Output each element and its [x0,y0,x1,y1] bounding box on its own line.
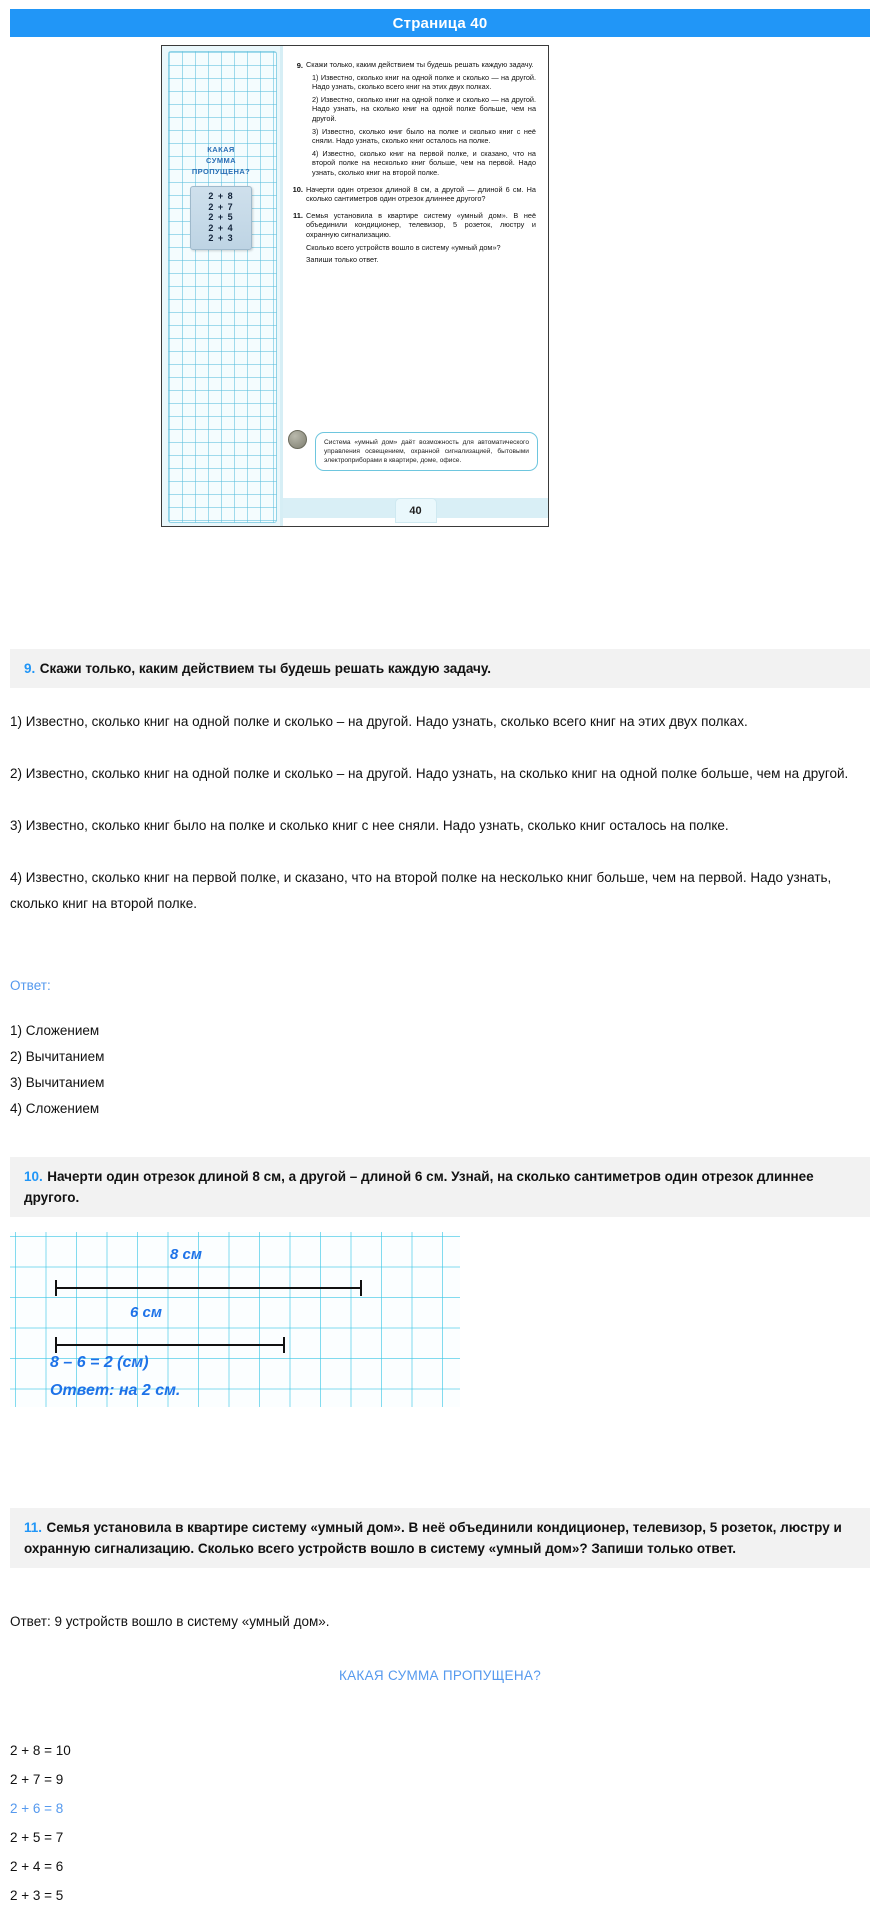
sum-item: 2 + 8 [208,191,234,201]
task-11-header [10,1508,870,1568]
sum-item: 2 + 5 [208,212,234,222]
exercise-number: 10. [292,185,303,195]
exercise-item: 1) Известно, сколько книг на одной полке и сколько — на другой. Надо узнать, сколько всего книг на этих двух полках. [312,72,536,92]
bonus-equation-highlighted: 2 + 6 = 8 [10,1801,64,1816]
task-9-answer-item: 2) Вычитанием [10,1049,105,1064]
task-9-title: Скажи только, каким действием ты будешь решать каждую задачу. [39,661,491,676]
task-10-number: 10. [24,1169,43,1184]
sidebar-caption [162,144,280,177]
textbook-right-panel [280,46,548,526]
bonus-equation-list [10,1736,71,1907]
sum-item: 2 + 7 [208,201,234,212]
task-9-answer-label: Ответ: [10,978,51,993]
task-9-answer-item: 3) Вычитанием [10,1075,105,1090]
exercise-item: 3) Известно, сколько книг было на полке и сколько книг с неё сняли. Надо узнать, сколько книг осталось на полке. [312,126,536,146]
task-11-number: 11. [24,1520,43,1535]
task-10-answer: Ответ: на 2 см. [50,1382,181,1399]
sidebar-caption-line-2: СУММА [206,156,236,165]
sum-item: 2 + 4 [208,222,234,233]
segment-6cm-end-cap [283,1337,285,1353]
textbook-note-text: Система «умный дом» даёт возможность для автоматического управления освещением, охранной сигнализацией, бытовыми электроприборами в квартире, доме, офисе. [324,439,529,464]
page-title: Страница 40 [392,14,488,32]
segment-8cm-label: 8 см [170,1246,202,1263]
exercise-item: Запиши только ответ. [306,255,379,265]
textbook-note-box [315,432,538,471]
textbook-page-image [161,45,549,527]
exercise-item: 4) Известно, сколько книг на первой полке, и сказано, что на второй полке на несколько книг больше, чем на первой. Надо узнать, сколько книг на второй полке. [312,148,536,177]
info-circle-icon [288,430,307,449]
task-10-equation: 8 – 6 = 2 (см) [50,1354,149,1371]
exercise-number: 9. [296,60,303,70]
task-9-paragraph-1: 1) Известно, сколько книг на одной полке и сколько – на другой. Надо узнать, сколько всего книг на этих двух полках. [10,714,748,729]
task-10-header [10,1157,870,1217]
exercise-item: 2) Известно, сколько книг на одной полке и сколько — на другой. Надо узнать, на сколько книг на одной полке больше, чем на другой. [312,94,536,123]
task-9-paragraph-2: 2) Известно, сколько книг на одной полке и сколько – на другой. Надо узнать, на сколько книг на одной полке больше, чем на другой. [10,766,849,781]
exercise-body [306,185,536,207]
bonus-equation: 2 + 7 = 9 [10,1772,64,1787]
segment-8cm-end-cap [360,1280,362,1296]
task-9-answers [10,1018,104,1122]
textbook-exercise-11 [289,211,536,268]
grid-paper-background [168,51,277,523]
textbook-left-panel [162,46,280,526]
segment-6cm-line [55,1344,285,1346]
task-9-header [10,649,870,688]
bonus-title: КАКАЯ СУММА ПРОПУЩЕНА? [338,1668,542,1683]
page-header-bar [10,9,870,37]
task-10-title: Начерти один отрезок длиной 8 см, а другой – длиной 6 см. Узнай, на сколько сантиметров один отрезок длиннее другого. [24,1169,814,1205]
exercise-body [306,211,536,268]
exercise-lead: Скажи только, каким действием ты будешь решать каждую задачу. [306,60,534,69]
sidebar-caption-line-3: ПРОПУЩЕНА? [191,167,251,176]
segment-6cm-label: 6 см [130,1304,162,1321]
task-11-title: Семья установила в квартире систему «умный дом». В неё объединили кондиционер, телевизор, 5 розеток, люстру и охранную сигнализацию. Сколько всего устройств вошло в систему «умный дом»? Запиши только ответ. [24,1520,842,1556]
bonus-equation: 2 + 3 = 5 [10,1888,64,1903]
exercise-lead: Семья установила в квартире систему «умный дом». В неё объединили кондиционер, телевизор, 5 розеток, люстру и охранную сигнализацию. [306,210,536,239]
exercise-body [306,60,536,181]
bonus-equation: 2 + 5 = 7 [10,1830,64,1845]
exercise-item: Сколько всего устройств вошло в систему «умный дом»? [306,242,501,252]
sum-item: 2 + 3 [208,233,234,243]
sidebar-caption-line-1: КАКАЯ [207,145,235,154]
task-9-answer-item: 1) Сложением [10,1023,100,1038]
task-9-number: 9. [24,661,36,676]
textbook-exercise-9 [289,60,536,181]
exercise-number: 11. [292,211,303,221]
task-11-answer: Ответ: 9 устройств вошло в систему «умный дом». [10,1614,330,1629]
exercise-lead: Начерти один отрезок длиной 8 см, а другой — длиной 6 см. На сколько сантиметров один отрезок длиннее другого? [306,184,536,204]
bonus-equation: 2 + 8 = 10 [10,1743,71,1758]
sum-list-box [190,186,252,250]
segment-8cm-line [55,1287,362,1289]
task-10-drawing [10,1232,460,1407]
task-9-answer-item: 4) Сложением [10,1101,100,1116]
textbook-exercise-10 [289,185,536,207]
task-9-paragraph-3: 3) Известно, сколько книг было на полке и сколько книг с нее сняли. Надо узнать, сколько книг осталось на полке. [10,818,729,833]
task-9-paragraph-4: 4) Известно, сколько книг на первой полке, и сказано, что на второй полке на несколько книг больше, чем на первой. Надо узнать, сколько книг на второй полке. [10,870,832,911]
bonus-equation: 2 + 4 = 6 [10,1859,64,1874]
textbook-page-number: 40 [395,498,437,523]
